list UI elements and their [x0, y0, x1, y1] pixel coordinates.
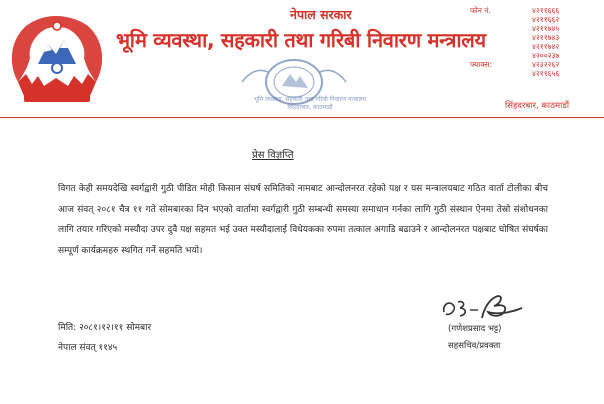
- release-date: मिति: २०८१।१२।११ सोमबार: [58, 323, 152, 333]
- phone-row: [470, 42, 600, 51]
- ministry-heading: भूमि व्यवस्था, सहकारी तथा गरिबी निवारण मन्त्रालय: [116, 28, 486, 52]
- phone-row: [470, 15, 600, 24]
- phone-label: फोन नं.: [470, 6, 491, 15]
- signatory-name: (गणेशप्रसाद भट्ट): [448, 324, 502, 334]
- phone-number: ४२११६६२: [532, 15, 560, 24]
- signatory-title: सहसचिव/प्रवक्ता: [448, 341, 501, 351]
- phone-number: ४२११७४२: [532, 42, 560, 51]
- phone-number: ४२००२३७: [532, 51, 560, 60]
- phone-row: [470, 6, 600, 15]
- phone-number: ४२११७४३: [532, 33, 560, 42]
- phone-row: [470, 33, 600, 42]
- press-release-title: प्रेस विज्ञप्ति: [252, 150, 294, 161]
- phone-number: ४२११७४५: [532, 24, 560, 33]
- fax-label: फ्याक्स:: [470, 60, 492, 69]
- phone-number: ४२११६६६: [532, 6, 560, 15]
- fax-row: [470, 69, 600, 78]
- phone-row: [470, 24, 600, 33]
- press-release-body: विगत केही समयदेखि स्वर्गद्वारी गुठी पीडित मोही किसान संघर्ष समितिको नामबाट आन्दोलनरत रहेको पक्ष र यस मन्त्रालयबाट गठित वार्ता टोलीका बीच आज संवत् २०८१ चैत्र ११ गते सोमबारका दिन भएको वार्तामा स्वर्गद्वारी गुठी सम्बन्धी समस्या समाधान गर्नका लागि गुठी संस्थान ऐनमा तेस्रो संशोधनका लागि तयार गरिएको मस्यौदा उपर दुवै पक्ष सहमत भई उक्त मस्यौदालाई विधेयकका रुपमा तत्काल अगाडि बढाउने र आन्दोलनरत पक्षबाट घोषित संघर्षका सम्पूर्ण कार्यक्रमहरु स्थगित गर्ने सहमति भयो।: [58, 184, 548, 256]
- nepal-emblem-icon: [4, 8, 110, 108]
- fax-number: ४२११६५६: [532, 69, 560, 78]
- fax-number: ४२३२२६२: [532, 60, 560, 69]
- fax-row: [470, 60, 600, 69]
- handwritten-signature-icon: [438, 290, 530, 326]
- phone-row: [470, 51, 600, 60]
- nepal-samvat-year: नेपाल संवत् ११४५: [58, 343, 118, 353]
- office-address: सिंहदरबार, काठमाडौं: [505, 101, 570, 111]
- government-heading: नेपाल सरकार: [290, 7, 352, 22]
- header-divider: [0, 117, 604, 118]
- seal-inscription: भूमि व्यवस्था, सहकारी तथा गरिबी निवारण मन्त्रालय सिंहदरबार, काठमाडौं: [253, 96, 367, 111]
- contact-block: [470, 6, 600, 78]
